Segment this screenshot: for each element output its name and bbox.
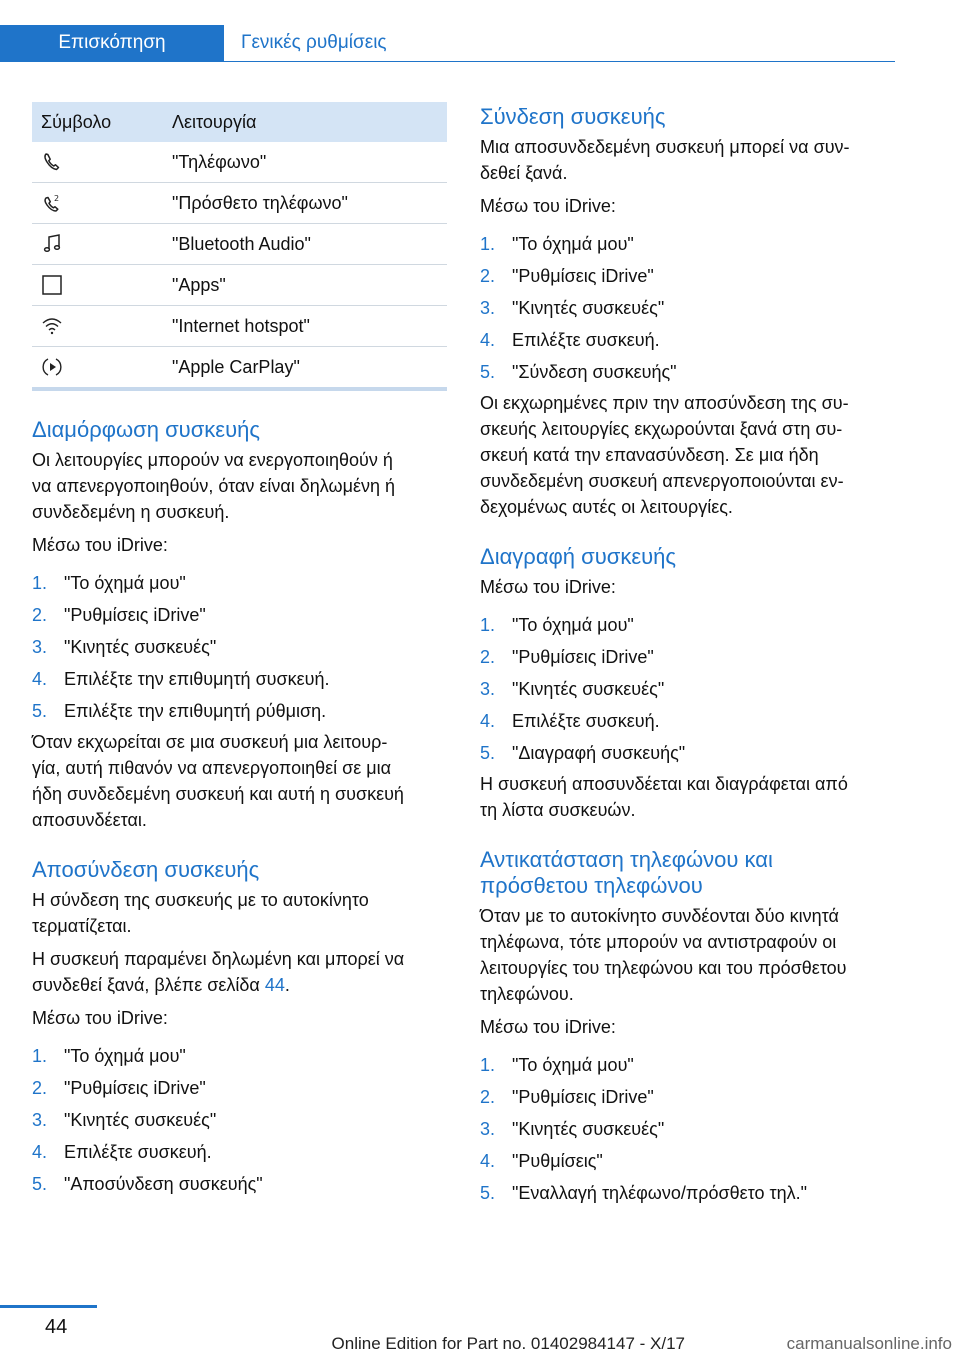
list-item: 5. "Αποσύνδεση συσκευής" [32, 1174, 263, 1194]
paragraph: Οι λειτουργίες μπορούν να ενεργοποιηθούν ή [32, 450, 393, 470]
function-label: "Bluetooth Audio" [172, 224, 447, 265]
list-item: 3. "Κινητές συσκευές" [32, 1110, 217, 1130]
paragraph: συνδεδεμένη η συσκευή. [32, 502, 230, 522]
list-item: 5. "Σύνδεση συσκευής" [480, 362, 677, 382]
list-item: 3. "Κινητές συσκευές" [32, 637, 217, 657]
footer-divider [0, 1305, 97, 1308]
paragraph: δεχομένως αυτές οι λειτουργίες. [480, 497, 733, 517]
function-label: "Internet hotspot" [172, 306, 447, 347]
symbol-table [32, 102, 447, 391]
table-row [32, 183, 447, 224]
list-item: 5. "Εναλλαγή τηλέφωνο/πρόσθετο τηλ." [480, 1183, 808, 1203]
list-item: 2. "Ρυθμίσεις iDrive" [480, 647, 654, 667]
paragraph: Μια αποσυνδεδεμένη συσκευή μπορεί να συν‐ [480, 137, 850, 157]
list-item: 2. "Ρυθμίσεις iDrive" [480, 1087, 654, 1107]
paragraph: γία, αυτή πιθανόν να απενεργοποιηθεί σε μια [32, 758, 392, 778]
list-item: 4. Επιλέξτε συσκευή. [480, 330, 660, 350]
paragraph: συνδεδεμένη συσκευή απενεργοποιούνται εν‐ [480, 471, 844, 491]
paragraph: Όταν εκχωρείται σε μια συσκευή μια λειτουρ‐ [32, 732, 388, 752]
paragraph: Μέσω του iDrive: [32, 1008, 168, 1028]
paragraph: σκευής λειτουργίες εκχωρούνται ξανά στη συ‐ [480, 419, 843, 439]
music-note-icon [41, 233, 63, 255]
list-item: 4. Επιλέξτε την επιθυμητή συσκευή. [32, 669, 330, 689]
header-divider [0, 61, 895, 62]
apps-square-icon [41, 274, 63, 296]
page-reference-link[interactable]: 44 [264, 975, 285, 995]
paragraph: ήδη συνδεδεμένη συσκευή και αυτή η συσκευή [32, 784, 404, 804]
paragraph: Οι εκχωρημένες πριν την αποσύνδεση της συ‐ [480, 393, 849, 413]
page-header [0, 0, 960, 62]
section-title-disconnect: Αποσύνδεση συσκευής [32, 857, 260, 882]
paragraph: λειτουργίες του τηλεφώνου και του πρόσθετου [480, 958, 847, 978]
paragraph: Μέσω του iDrive: [480, 196, 616, 216]
list-item: 5. "Διαγραφή συσκευής" [480, 743, 686, 763]
list-item: 4. Επιλέξτε συσκευή. [32, 1142, 212, 1162]
steps-list [480, 609, 900, 769]
paragraph: τη λίστα συσκευών. [480, 800, 636, 820]
list-item: 3. "Κινητές συσκευές" [480, 1119, 665, 1139]
steps-list [32, 1040, 447, 1200]
steps-list [32, 567, 447, 727]
steps-list [480, 1049, 900, 1209]
paragraph: Η σύνδεση της συσκευής με το αυτοκίνητο [32, 890, 369, 910]
paragraph: Μέσω του iDrive: [32, 535, 168, 555]
table-row [32, 306, 447, 347]
function-label: "Apple CarPlay" [172, 347, 447, 390]
section-title-swap-line2: πρόσθετου τηλεφώνου [480, 873, 703, 898]
list-item: 1. "Το όχημά μου" [480, 615, 634, 635]
paragraph: Η συσκευή παραμένει δηλωμένη και μπορεί να [32, 949, 405, 969]
table-row [32, 142, 447, 183]
tab-overview[interactable]: Επισκόπηση [0, 25, 224, 61]
section-title-swap-line1: Αντικατάσταση τηλεφώνου και [480, 847, 773, 872]
page-number: 44 [45, 1316, 68, 1338]
tab-general-settings[interactable]: Γενικές ρυθμίσεις [241, 32, 387, 53]
paragraph: τερματίζεται. [32, 916, 132, 936]
paragraph: αποσυνδέεται. [32, 810, 147, 830]
table-row [32, 347, 447, 390]
steps-list [480, 228, 900, 388]
svg-text:2: 2 [54, 194, 60, 204]
paragraph: Μέσω του iDrive: [480, 577, 616, 597]
paragraph: σκευή κατά την επανασύνδεση. Σε μια ήδη [480, 445, 819, 465]
function-label: "Πρόσθετο τηλέφωνο" [172, 183, 447, 224]
table-row [32, 265, 447, 306]
paragraph: συνδεθεί ξανά, βλέπε σελίδα 44. [32, 975, 290, 995]
list-item: 2. "Ρυθμίσεις iDrive" [32, 1078, 206, 1098]
paragraph: Μέσω του iDrive: [480, 1017, 616, 1037]
list-item: 1. "Το όχημά μου" [32, 573, 186, 593]
edition-note: Online Edition for Part no. 01402984147 - X/17 [331, 1334, 685, 1353]
function-label: "Apps" [172, 265, 447, 306]
column-header-symbol: Σύμβολο [32, 102, 172, 142]
column-header-function: Λειτουργία [172, 102, 447, 142]
paragraph: Η συσκευή αποσυνδέεται και διαγράφεται από [480, 774, 848, 794]
list-item: 4. "Ρυθμίσεις" [480, 1151, 603, 1171]
list-item: 5. Επιλέξτε την επιθυμητή ρύθμιση. [32, 701, 327, 721]
section-title-connect: Σύνδεση συσκευής [480, 104, 666, 129]
function-label: "Τηλέφωνο" [172, 142, 447, 183]
secondary-phone-icon [41, 192, 63, 214]
left-column [32, 102, 447, 1200]
list-item: 1. "Το όχημά μου" [480, 1055, 634, 1075]
list-item: 2. "Ρυθμίσεις iDrive" [480, 266, 654, 286]
wifi-icon [41, 315, 63, 337]
section-title-delete: Διαγραφή συσκευής [480, 544, 677, 569]
section-title-configure: Διαμόρφωση συσκευής [32, 417, 260, 442]
paragraph: τηλέφωνα, τότε μπορούν να αντιστραφούν οι [480, 932, 837, 952]
right-column [480, 104, 900, 1209]
paragraph: Όταν με το αυτοκίνητο συνδέονται δύο κινητά [480, 906, 839, 926]
paragraph: δεθεί ξανά. [480, 163, 568, 183]
list-item: 1. "Το όχημά μου" [480, 234, 634, 254]
list-item: 3. "Κινητές συσκευές" [480, 298, 665, 318]
list-item: 3. "Κινητές συσκευές" [480, 679, 665, 699]
watermark: carmanualsonline.info [786, 1334, 952, 1353]
list-item: 4. Επιλέξτε συσκευή. [480, 711, 660, 731]
phone-icon [41, 151, 63, 173]
list-item: 2. "Ρυθμίσεις iDrive" [32, 605, 206, 625]
paragraph: να απενεργοποιηθούν, όταν είναι δηλωμένη ή [32, 476, 396, 496]
list-item: 1. "Το όχημά μου" [32, 1046, 186, 1066]
table-row [32, 224, 447, 265]
carplay-icon [41, 356, 63, 378]
paragraph: τηλεφώνου. [480, 984, 574, 1004]
symbol-table-header [32, 102, 447, 142]
